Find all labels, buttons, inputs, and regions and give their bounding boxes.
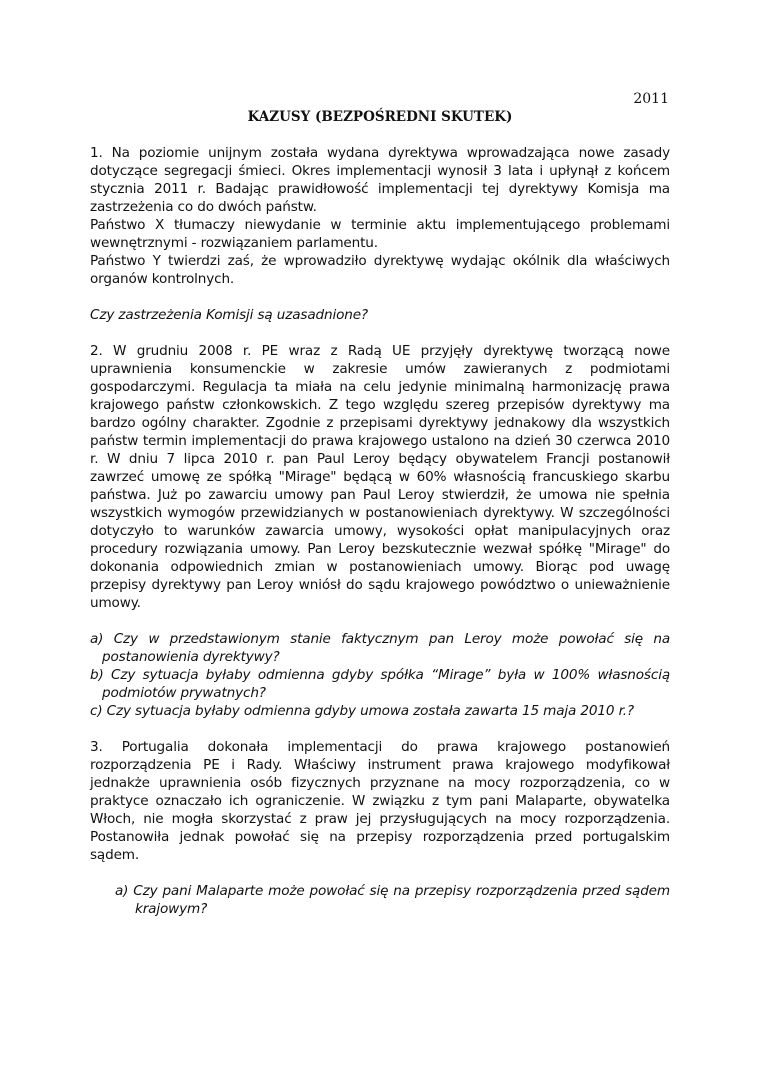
spacer bbox=[90, 864, 670, 882]
case-1-question: Czy zastrzeżenia Komisji są uzasadnione? bbox=[90, 307, 368, 323]
case-2 bbox=[90, 342, 670, 720]
case-2-facts: 2. W grudniu 2008 r. PE wraz z Radą UE przyjęły dyrektywę tworzącą nowe uprawnienia konsumenckie w zakresie umów zawieranych z podmiotami gospodarczymi. Regulacja ta miała na celu jedynie minimalną harmonizację prawa krajowego państw członkowskich. Z tego względu szereg przepisów dyrektywy ma bardzo ogólny charakter. Zgodnie z przepisami dyrektywy jednakowy dla wszystkich państw termin implementacji do prawa krajowego ustalono na dzień 30 czerwca 2010 r. W dniu 7 lipca 2010 r. pan Paul Leroy będący obywatelem Francji postanowił zawrzeć umowę ze spółką "Mirage" będącą w 60% własnością francuskiego skarbu państwa. Już po zawarciu umowy pan Paul Leroy stwierdził, że umowa nie spełnia wszystkich wymogów przewidzianych w postanowieniach dyrektywy. W szczególności dotyczyło to warunków zawarcia umowy, wysokości opłat manipulacyjnych oraz procedury rozwiązania umowy. Pan Leroy bezskutecznie wezwał spółkę "Mirage" do dokonania odpowiednich zmian w postanowieniach umowy. Biorąc pod uwagę przepisy dyrektywy pan Leroy wniósł do sądu krajowego powództwo o unieważnienie umowy. bbox=[90, 343, 670, 611]
spacer bbox=[90, 720, 670, 738]
case-2-question-a: a) Czy w przedstawionym stanie faktycznym pan Leroy może powołać się na postanowienia dyrektywy? bbox=[90, 631, 670, 665]
document-body bbox=[90, 144, 670, 918]
case-2-question-c: c) Czy sytuacja byłaby odmienna gdyby umowa została zawarta 15 maja 2010 r.? bbox=[90, 703, 634, 719]
case-3-question-a: a) Czy pani Malaparte może powołać się na przepisy rozporządzenia przed sądem krajowym? bbox=[115, 883, 670, 917]
case-1 bbox=[90, 144, 670, 324]
case-2-question-b: b) Czy sytuacja byłaby odmienna gdyby spółka “Mirage” była w 100% własnością podmiotów prywatnych? bbox=[90, 667, 670, 701]
case-1-state-y: Państwo Y twierdzi zaś, że wprowadziło dyrektywę wydając okólnik dla właściwych organów kontrolnych. bbox=[90, 253, 670, 287]
spacer bbox=[90, 612, 670, 630]
case-1-state-x: Państwo X tłumaczy niewydanie w terminie aktu implementującego problemami wewnętrznymi - rozwiązaniem parlamentu. bbox=[90, 217, 670, 251]
case-1-facts: 1. Na poziomie unijnym została wydana dyrektywa wprowadzająca nowe zasady dotyczące segregacji śmieci. Okres implementacji wynosił 3 lata i upłynął z końcem stycznia 2011 r. Badając prawidłowość implementacji tej dyrektywy Komisja ma zastrzeżenia co do dwóch państw. bbox=[90, 145, 670, 215]
case-3 bbox=[90, 738, 670, 918]
case-3-facts: 3. Portugalia dokonała implementacji do prawa krajowego postanowień rozporządzenia PE i Rady. Właściwy instrument prawa krajowego modyfikował jednakże uprawnienia osób fizycznych przyznane na mocy rozporządzenia, co w praktyce oznaczało ich ograniczenie. W związku z tym pani Malaparte, obywatelka Włoch, nie mogła skorzystać z praw jej przysługujących na mocy rozporządzenia. Postanowiła jednak powołać się na przepisy rozporządzenia przed portugalskim sądem. bbox=[90, 739, 670, 863]
spacer bbox=[90, 288, 670, 306]
spacer bbox=[90, 324, 670, 342]
document-title: KAZUSY (BEZPOŚREDNI SKUTEK) bbox=[247, 109, 513, 125]
document-year: 2011 bbox=[633, 91, 669, 107]
